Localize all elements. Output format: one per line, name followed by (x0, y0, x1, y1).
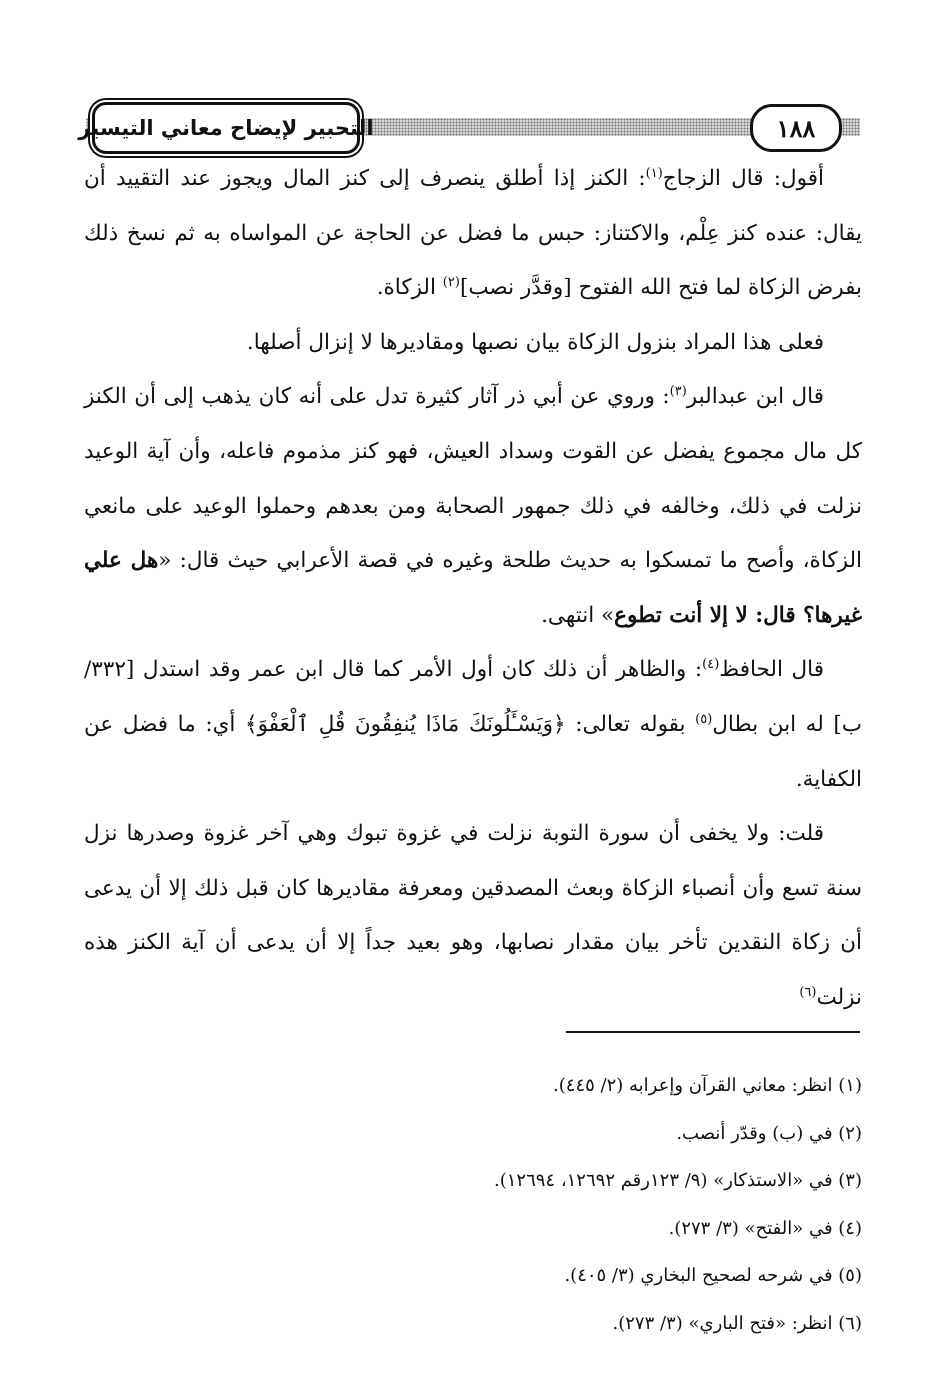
footnote-2: (٢) في (ب) وقدّر أنصب. (676, 1122, 862, 1144)
text-run: : والظاهر أن ذلك كان أول الأمر كما قال ابن عمر وقد استدل [٣٣٢/ ب] له ابن بطال (84, 657, 862, 737)
footnote-4: (٤) في «الفتح» (٣/ ٢٧٣). (668, 1217, 862, 1239)
main-text (84, 152, 862, 1026)
footnote-divider (566, 1031, 860, 1033)
text-run: » انتهى. (541, 602, 615, 628)
text-run: أقول: قال الزجاج (662, 166, 824, 191)
footnote-marker-5[interactable]: (٥) (695, 711, 713, 727)
text-run: : الكنز إذا أطلق ينصرف إلى كنز المال ويجوز عند التقييد أن يقال: عنده كنز عِلْم، والاكتناز: حبس ما فضل عن الحاجة عن المواساه به ثم نسخ ذلك بفرض الزكاة لما فتح الله الفتوح [وقدَّر نصب] (84, 166, 862, 301)
footnote-1: (١) انظر: معاني القرآن وإعرابه (٢/ ٤٤٥). (553, 1075, 862, 1096)
text-run: بقوله تعالى: ﴿وَيَسْـَٔلُونَكَ مَاذَا يُنفِقُونَ قُلِ ٱلْعَفْوَ﴾ أي: ما فضل عن الكفاية. (84, 711, 862, 792)
page-header (78, 100, 860, 156)
footnote-marker-3[interactable]: (٣) (669, 384, 687, 400)
paragraph-2: فعلى هذا المراد بنزول الزكاة بيان نصبها ومقاديرها لا إنزال أصلها. (246, 329, 824, 355)
footnotes-section (300, 1062, 862, 1347)
hadith-quote: هل علي غيرها؟ قال: لا إلا أنت تطوع (84, 548, 862, 628)
footnote-3: (٣) في «الاستذكار» (٩/ ١٢٣رقم ١٢٦٩٢، ١٢٦٩٤). (494, 1170, 862, 1191)
footnote-marker-1[interactable]: (١) (645, 165, 663, 181)
book-title: التحبير لإيضاح معاني التيسير (92, 102, 360, 154)
paragraph-1 (84, 152, 862, 316)
footnote-marker-4[interactable]: (٤) (702, 657, 720, 673)
footnote-marker-2[interactable]: (٢) (442, 275, 460, 291)
footnote-6: (٦) انظر: «فتح الباري» (٣/ ٢٧٣). (612, 1312, 862, 1334)
text-run: قال ابن عبدالبر (686, 384, 825, 410)
text-run: : وروي عن أبي ذر آثار كثيرة تدل على أنه كان يذهب إلى أن الكنز كل مال مجموع يفضل عن القوت وسداد العيش، فهو كنز مذموم فاعله، وأن آية الوعيد نزلت في ذلك، وخالفه في ذلك جمهور الصحابة ومن بعدهم وحملوا الوعيد على مانعي الزكاة، وأصح ما تمسكوا به حديث طلحة وغيره في قصة الأعرابي حيث قال: « (84, 384, 862, 574)
text-run: الزكاة. (376, 275, 443, 301)
paragraph-5 (84, 807, 862, 1025)
paragraph-4 (84, 643, 862, 807)
text-run: قال الحافظ (719, 657, 824, 683)
page-number: ١٨٨ (750, 104, 842, 152)
footnote-5: (٥) في شرحه لصحيح البخاري (٣/ ٤٠٥). (564, 1265, 862, 1286)
text-run: قلت: ولا يخفى أن سورة التوبة نزلت في غزوة تبوك وهي آخر غزوة وصدرها نزل سنة تسع وأن أنصباء الزكاة وبعث المصدقين ومعرفة مقاديرها كان قبل ذلك إلا أن يدعى أن زكاة النقدين تأخر بيان مقدار نصابها، وهو بعيد جداً إلا أن يدعى أن آية الكنز هذه نزلت (84, 821, 862, 1010)
footnote-marker-6[interactable]: (٦) (799, 984, 817, 1000)
paragraph-3 (84, 370, 862, 643)
